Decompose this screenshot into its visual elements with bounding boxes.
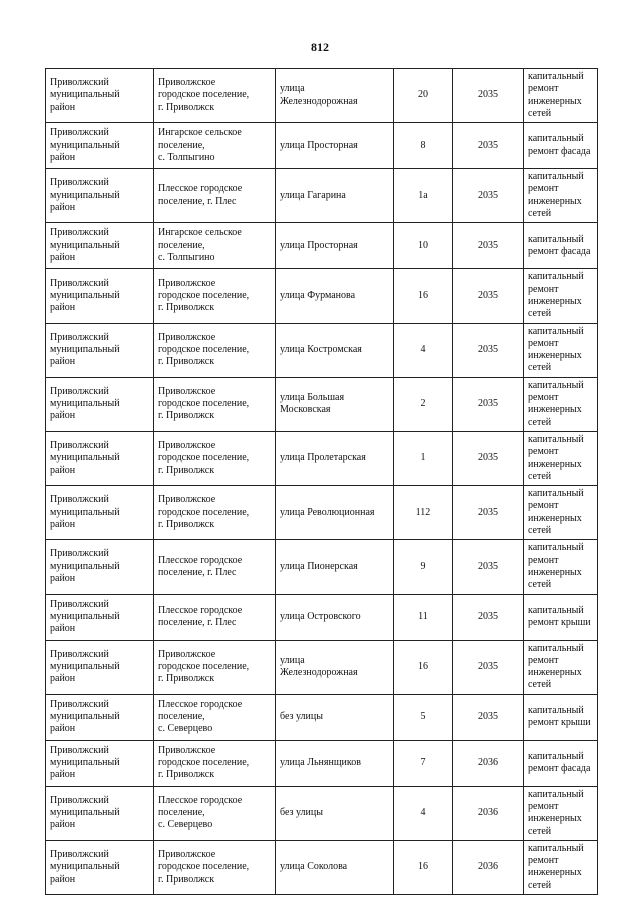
- work-type-cell: [524, 69, 598, 123]
- settlement-cell-line: Приволжское: [158, 440, 216, 452]
- district-cell-line: муниципальный: [50, 711, 120, 723]
- district-cell-line: район: [50, 464, 76, 476]
- settlement-cell-line: городское поселение,: [158, 660, 250, 672]
- settlement-cell: [154, 486, 276, 540]
- settlement-cell-line: поселение,: [158, 807, 205, 819]
- settlement-cell-line: г. Приволжск: [158, 464, 215, 476]
- work-type-cell-line: сетей: [528, 416, 552, 428]
- settlement-cell-line: г. Приволжск: [158, 769, 215, 781]
- work-type-cell-line: капитальный: [528, 788, 584, 800]
- work-type-cell: [524, 740, 598, 786]
- work-type-cell: [524, 431, 598, 485]
- district-cell: [46, 269, 154, 323]
- district-cell: [46, 377, 154, 431]
- district-cell-line: муниципальный: [50, 139, 120, 151]
- settlement-cell-line: с. Северцево: [158, 723, 213, 735]
- settlement-cell: [154, 123, 276, 169]
- settlement-cell-line: г. Приволжск: [158, 356, 215, 368]
- table-row: [46, 840, 598, 894]
- district-cell-line: муниципальный: [50, 807, 120, 819]
- work-type-cell-line: капитальный: [528, 133, 584, 145]
- table-row: [46, 694, 598, 740]
- work-type-cell: [524, 486, 598, 540]
- settlement-cell-line: поселение,: [158, 239, 205, 251]
- street-cell: [276, 223, 394, 269]
- district-cell-line: район: [50, 769, 76, 781]
- work-type-cell-line: капитальный: [528, 433, 584, 445]
- street-cell-line: улица Островского: [280, 610, 361, 622]
- district-cell-line: муниципальный: [50, 560, 120, 572]
- settlement-cell-line: г. Приволжск: [158, 518, 215, 530]
- work-type-cell-line: капитальный: [528, 488, 584, 500]
- year-cell: 2035: [453, 540, 524, 594]
- work-type-cell-line: капитальный: [528, 604, 584, 616]
- district-cell-line: Приволжский: [50, 744, 109, 756]
- work-type-cell-line: ремонт фасада: [528, 145, 591, 157]
- capital-repair-table: [45, 68, 598, 895]
- work-type-cell: [524, 169, 598, 223]
- settlement-cell-line: городское поселение,: [158, 89, 250, 101]
- settlement-cell-line: поселение,: [158, 711, 205, 723]
- settlement-cell-line: Плесское городское: [158, 794, 243, 806]
- settlement-cell: [154, 377, 276, 431]
- settlement-cell-line: Приволжское: [158, 277, 216, 289]
- work-type-cell-line: сетей: [528, 679, 552, 691]
- work-type-cell-line: ремонт: [528, 392, 559, 404]
- settlement-cell-line: Плесское городское: [158, 698, 243, 710]
- work-type-cell-line: ремонт: [528, 283, 559, 295]
- district-cell: [46, 431, 154, 485]
- work-type-cell-line: ремонт: [528, 337, 559, 349]
- street-cell-line: Железнодорожная: [280, 667, 358, 679]
- table-row: [46, 431, 598, 485]
- work-type-cell: [524, 786, 598, 840]
- district-cell-line: муниципальный: [50, 660, 120, 672]
- table-row: [46, 540, 598, 594]
- district-cell-line: Приволжский: [50, 794, 109, 806]
- district-cell-line: район: [50, 151, 76, 163]
- work-type-cell-line: капитальный: [528, 271, 584, 283]
- work-type-cell-line: инженерных: [528, 295, 582, 307]
- settlement-cell-line: Приволжское: [158, 648, 216, 660]
- district-cell-line: Приволжский: [50, 177, 109, 189]
- work-type-cell: [524, 694, 598, 740]
- work-type-cell-line: инженерных: [528, 867, 582, 879]
- street-cell-line: улица: [280, 654, 305, 666]
- district-cell-line: Приволжский: [50, 77, 109, 89]
- street-cell: [276, 540, 394, 594]
- district-cell-line: муниципальный: [50, 239, 120, 251]
- settlement-cell: [154, 540, 276, 594]
- district-cell-line: Приволжский: [50, 440, 109, 452]
- street-cell-line: улица Просторная: [280, 139, 358, 151]
- work-type-cell-line: капитальный: [528, 842, 584, 854]
- work-type-cell-line: сетей: [528, 579, 552, 591]
- work-type-cell-line: капитальный: [528, 171, 584, 183]
- district-cell-line: муниципальный: [50, 289, 120, 301]
- settlement-cell: [154, 786, 276, 840]
- district-cell-line: муниципальный: [50, 344, 120, 355]
- settlement-cell-line: г. Приволжск: [158, 101, 215, 113]
- work-type-cell-line: инженерных: [528, 512, 582, 524]
- settlement-cell: [154, 694, 276, 740]
- work-type-cell-line: инженерных: [528, 566, 582, 578]
- district-cell-line: район: [50, 356, 76, 368]
- district-cell-line: муниципальный: [50, 861, 120, 873]
- settlement-cell-line: поселение,: [158, 139, 205, 151]
- street-cell-line: улица Гагарина: [280, 189, 346, 201]
- street-cell: [276, 69, 394, 123]
- district-cell-line: Приволжский: [50, 698, 109, 710]
- street-cell: [276, 786, 394, 840]
- settlement-cell-line: с. Толпыгино: [158, 252, 215, 264]
- district-cell: [46, 694, 154, 740]
- settlement-cell-line: Плесское городское: [158, 183, 243, 195]
- house-number-cell: 2: [394, 377, 453, 431]
- district-cell-line: район: [50, 623, 76, 635]
- year-cell: 2035: [453, 640, 524, 694]
- district-cell-line: муниципальный: [50, 506, 120, 518]
- work-type-cell-line: сетей: [528, 208, 552, 220]
- year-cell: 2035: [453, 694, 524, 740]
- district-cell-line: Приволжский: [50, 385, 109, 397]
- district-cell-line: район: [50, 518, 76, 530]
- district-cell-line: Приволжский: [50, 494, 109, 506]
- settlement-cell-line: городское поселение,: [158, 289, 250, 301]
- settlement-cell: [154, 223, 276, 269]
- district-cell-line: Приволжский: [50, 849, 109, 861]
- settlement-cell-line: городское поселение,: [158, 506, 250, 518]
- work-type-cell: [524, 594, 598, 640]
- work-type-cell-line: ремонт: [528, 800, 559, 812]
- house-number-cell: 11: [394, 594, 453, 640]
- street-cell-line: улица Пролетарская: [280, 452, 366, 464]
- street-cell: [276, 740, 394, 786]
- work-type-cell-line: ремонт: [528, 654, 559, 666]
- street-cell: [276, 486, 394, 540]
- work-type-cell-line: ремонт: [528, 183, 559, 195]
- settlement-cell-line: городское поселение,: [158, 452, 250, 464]
- street-cell-line: Железнодорожная: [280, 95, 358, 107]
- street-cell-line: улица Фурманова: [280, 289, 356, 301]
- street-cell: [276, 840, 394, 894]
- settlement-cell-line: Приволжское: [158, 331, 216, 343]
- district-cell: [46, 323, 154, 377]
- street-cell: [276, 123, 394, 169]
- settlement-cell: [154, 840, 276, 894]
- street-cell-line: улица Соколова: [280, 861, 348, 873]
- work-type-cell-line: ремонт: [528, 446, 559, 458]
- work-type-cell-line: инженерных: [528, 458, 582, 470]
- work-type-cell: [524, 269, 598, 323]
- work-type-cell-line: ремонт: [528, 855, 559, 867]
- district-cell-line: муниципальный: [50, 89, 120, 101]
- street-cell-line: улица Костромская: [280, 344, 362, 355]
- work-type-cell-line: ремонт крыши: [528, 717, 591, 729]
- work-type-cell-line: капитальный: [528, 233, 584, 245]
- work-type-cell-line: инженерных: [528, 350, 582, 362]
- settlement-cell: [154, 740, 276, 786]
- year-cell: 2035: [453, 431, 524, 485]
- settlement-cell: [154, 431, 276, 485]
- house-number-cell: 4: [394, 786, 453, 840]
- work-type-cell-line: ремонт фасада: [528, 763, 591, 775]
- house-number-cell: 1: [394, 431, 453, 485]
- year-cell: 2035: [453, 69, 524, 123]
- work-type-cell-line: сетей: [528, 470, 552, 482]
- year-cell: 2035: [453, 123, 524, 169]
- table-row: [46, 269, 598, 323]
- settlement-cell-line: г. Приволжск: [158, 673, 215, 685]
- work-type-cell-line: сетей: [528, 879, 552, 891]
- district-cell: [46, 640, 154, 694]
- street-cell: [276, 169, 394, 223]
- district-cell: [46, 69, 154, 123]
- settlement-cell-line: городское поселение,: [158, 757, 250, 769]
- district-cell-line: район: [50, 101, 76, 113]
- street-cell-line: улица Революционная: [280, 506, 375, 518]
- house-number-cell: 4: [394, 323, 453, 377]
- house-number-cell: 16: [394, 840, 453, 894]
- work-type-cell-line: инженерных: [528, 813, 582, 825]
- street-cell-line: улица: [280, 83, 305, 95]
- street-cell: [276, 323, 394, 377]
- settlement-cell-line: поселение, г. Плес: [158, 617, 237, 628]
- settlement-cell-line: поселение, г. Плес: [158, 195, 237, 207]
- work-type-cell-line: сетей: [528, 308, 552, 320]
- work-type-cell-line: сетей: [528, 107, 552, 119]
- table-body: [46, 69, 598, 895]
- district-cell: [46, 594, 154, 640]
- work-type-cell: [524, 323, 598, 377]
- table-row: [46, 323, 598, 377]
- settlement-cell: [154, 69, 276, 123]
- year-cell: 2035: [453, 486, 524, 540]
- district-cell: [46, 223, 154, 269]
- district-cell-line: муниципальный: [50, 189, 120, 201]
- page-number: 812: [311, 40, 329, 54]
- settlement-cell-line: с. Северцево: [158, 819, 213, 831]
- work-type-cell-line: капитальный: [528, 542, 584, 554]
- house-number-cell: 5: [394, 694, 453, 740]
- table-row: [46, 223, 598, 269]
- work-type-cell-line: ремонт: [528, 554, 559, 566]
- work-type-cell-line: сетей: [528, 362, 552, 374]
- district-cell-line: район: [50, 873, 76, 885]
- district-cell-line: район: [50, 573, 76, 585]
- street-cell: [276, 594, 394, 640]
- district-cell: [46, 840, 154, 894]
- work-type-cell-line: капитальный: [528, 750, 584, 762]
- settlement-cell-line: г. Приволжск: [158, 410, 215, 422]
- district-cell-line: муниципальный: [50, 610, 120, 622]
- settlement-cell-line: Ингарское сельское: [158, 227, 242, 239]
- year-cell: 2035: [453, 169, 524, 223]
- year-cell: 2035: [453, 377, 524, 431]
- street-cell-line: улица Просторная: [280, 239, 358, 251]
- street-cell-line: улица Льнянщиков: [280, 757, 361, 769]
- settlement-cell-line: городское поселение,: [158, 344, 250, 355]
- house-number-cell: 16: [394, 269, 453, 323]
- district-cell-line: муниципальный: [50, 757, 120, 769]
- settlement-cell: [154, 269, 276, 323]
- settlement-cell-line: г. Приволжск: [158, 302, 215, 314]
- year-cell: 2035: [453, 223, 524, 269]
- work-type-cell-line: ремонт крыши: [528, 617, 591, 628]
- house-number-cell: 112: [394, 486, 453, 540]
- house-number-cell: 10: [394, 223, 453, 269]
- settlement-cell: [154, 323, 276, 377]
- work-type-cell-line: сетей: [528, 525, 552, 537]
- work-type-cell-line: сетей: [528, 825, 552, 837]
- work-type-cell-line: капитальный: [528, 379, 584, 391]
- district-cell: [46, 169, 154, 223]
- settlement-cell: [154, 640, 276, 694]
- work-type-cell-line: капитальный: [528, 704, 584, 716]
- work-type-cell-line: капитальный: [528, 642, 584, 654]
- settlement-cell-line: городское поселение,: [158, 398, 250, 410]
- district-cell-line: Приволжский: [50, 331, 109, 343]
- settlement-cell: [154, 594, 276, 640]
- table-row: [46, 169, 598, 223]
- street-cell: [276, 694, 394, 740]
- district-cell-line: район: [50, 410, 76, 422]
- table-row: [46, 740, 598, 786]
- table-row: [46, 69, 598, 123]
- work-type-cell-line: ремонт фасада: [528, 245, 591, 257]
- district-cell-line: район: [50, 673, 76, 685]
- work-type-cell-line: инженерных: [528, 95, 582, 107]
- work-type-cell: [524, 377, 598, 431]
- district-cell-line: Приволжский: [50, 548, 109, 560]
- settlement-cell-line: Приволжское: [158, 77, 216, 89]
- district-cell-line: муниципальный: [50, 452, 120, 464]
- district-cell-line: муниципальный: [50, 398, 120, 410]
- street-cell-line: без улицы: [280, 807, 323, 819]
- work-type-cell: [524, 540, 598, 594]
- district-cell-line: район: [50, 252, 76, 264]
- settlement-cell-line: с. Толпыгино: [158, 151, 215, 163]
- work-type-cell-line: инженерных: [528, 404, 582, 416]
- settlement-cell-line: Приволжское: [158, 494, 216, 506]
- street-cell-line: без улицы: [280, 711, 323, 723]
- settlement-cell-line: Приволжское: [158, 385, 216, 397]
- year-cell: 2036: [453, 786, 524, 840]
- work-type-cell: [524, 123, 598, 169]
- settlement-cell-line: городское поселение,: [158, 861, 250, 873]
- work-type-cell-line: ремонт: [528, 500, 559, 512]
- settlement-cell-line: Плесское городское: [158, 604, 243, 616]
- table-row: [46, 594, 598, 640]
- district-cell-line: Приволжский: [50, 277, 109, 289]
- district-cell-line: Приволжский: [50, 127, 109, 139]
- table-row: [46, 123, 598, 169]
- settlement-cell-line: Приволжское: [158, 849, 216, 861]
- street-cell-line: улица Пионерская: [280, 560, 358, 572]
- settlement-cell-line: поселение, г. Плес: [158, 566, 237, 578]
- district-cell-line: Приволжский: [50, 598, 109, 610]
- work-type-cell-line: инженерных: [528, 195, 582, 207]
- district-cell: [46, 740, 154, 786]
- street-cell: [276, 431, 394, 485]
- work-type-cell: [524, 840, 598, 894]
- district-cell-line: район: [50, 819, 76, 831]
- work-type-cell: [524, 640, 598, 694]
- house-number-cell: 7: [394, 740, 453, 786]
- district-cell-line: район: [50, 723, 76, 735]
- work-type-cell: [524, 223, 598, 269]
- work-type-cell-line: капитальный: [528, 325, 584, 337]
- year-cell: 2035: [453, 269, 524, 323]
- district-cell: [46, 786, 154, 840]
- table-row: [46, 377, 598, 431]
- street-cell-line: улица Большая: [280, 392, 345, 404]
- settlement-cell-line: г. Приволжск: [158, 873, 215, 885]
- year-cell: 2036: [453, 840, 524, 894]
- settlement-cell-line: Приволжское: [158, 744, 216, 756]
- settlement-cell: [154, 169, 276, 223]
- year-cell: 2035: [453, 323, 524, 377]
- year-cell: 2036: [453, 740, 524, 786]
- house-number-cell: 1а: [394, 169, 453, 223]
- year-cell: 2035: [453, 594, 524, 640]
- district-cell: [46, 540, 154, 594]
- table-row: [46, 786, 598, 840]
- district-cell-line: район: [50, 302, 76, 314]
- street-cell: [276, 269, 394, 323]
- work-type-cell-line: капитальный: [528, 71, 584, 82]
- settlement-cell-line: Плесское городское: [158, 554, 243, 566]
- district-cell-line: район: [50, 201, 76, 213]
- street-cell: [276, 640, 394, 694]
- work-type-cell-line: ремонт: [528, 83, 559, 95]
- table-row: [46, 640, 598, 694]
- district-cell-line: Приволжский: [50, 648, 109, 660]
- table-row: [46, 486, 598, 540]
- settlement-cell-line: Ингарское сельское: [158, 127, 242, 139]
- house-number-cell: 9: [394, 540, 453, 594]
- street-cell: [276, 377, 394, 431]
- district-cell-line: Приволжский: [50, 227, 109, 239]
- street-cell-line: Московская: [280, 404, 331, 416]
- district-cell: [46, 486, 154, 540]
- house-number-cell: 8: [394, 123, 453, 169]
- district-cell: [46, 123, 154, 169]
- house-number-cell: 16: [394, 640, 453, 694]
- house-number-cell: 20: [394, 69, 453, 123]
- work-type-cell-line: инженерных: [528, 667, 582, 679]
